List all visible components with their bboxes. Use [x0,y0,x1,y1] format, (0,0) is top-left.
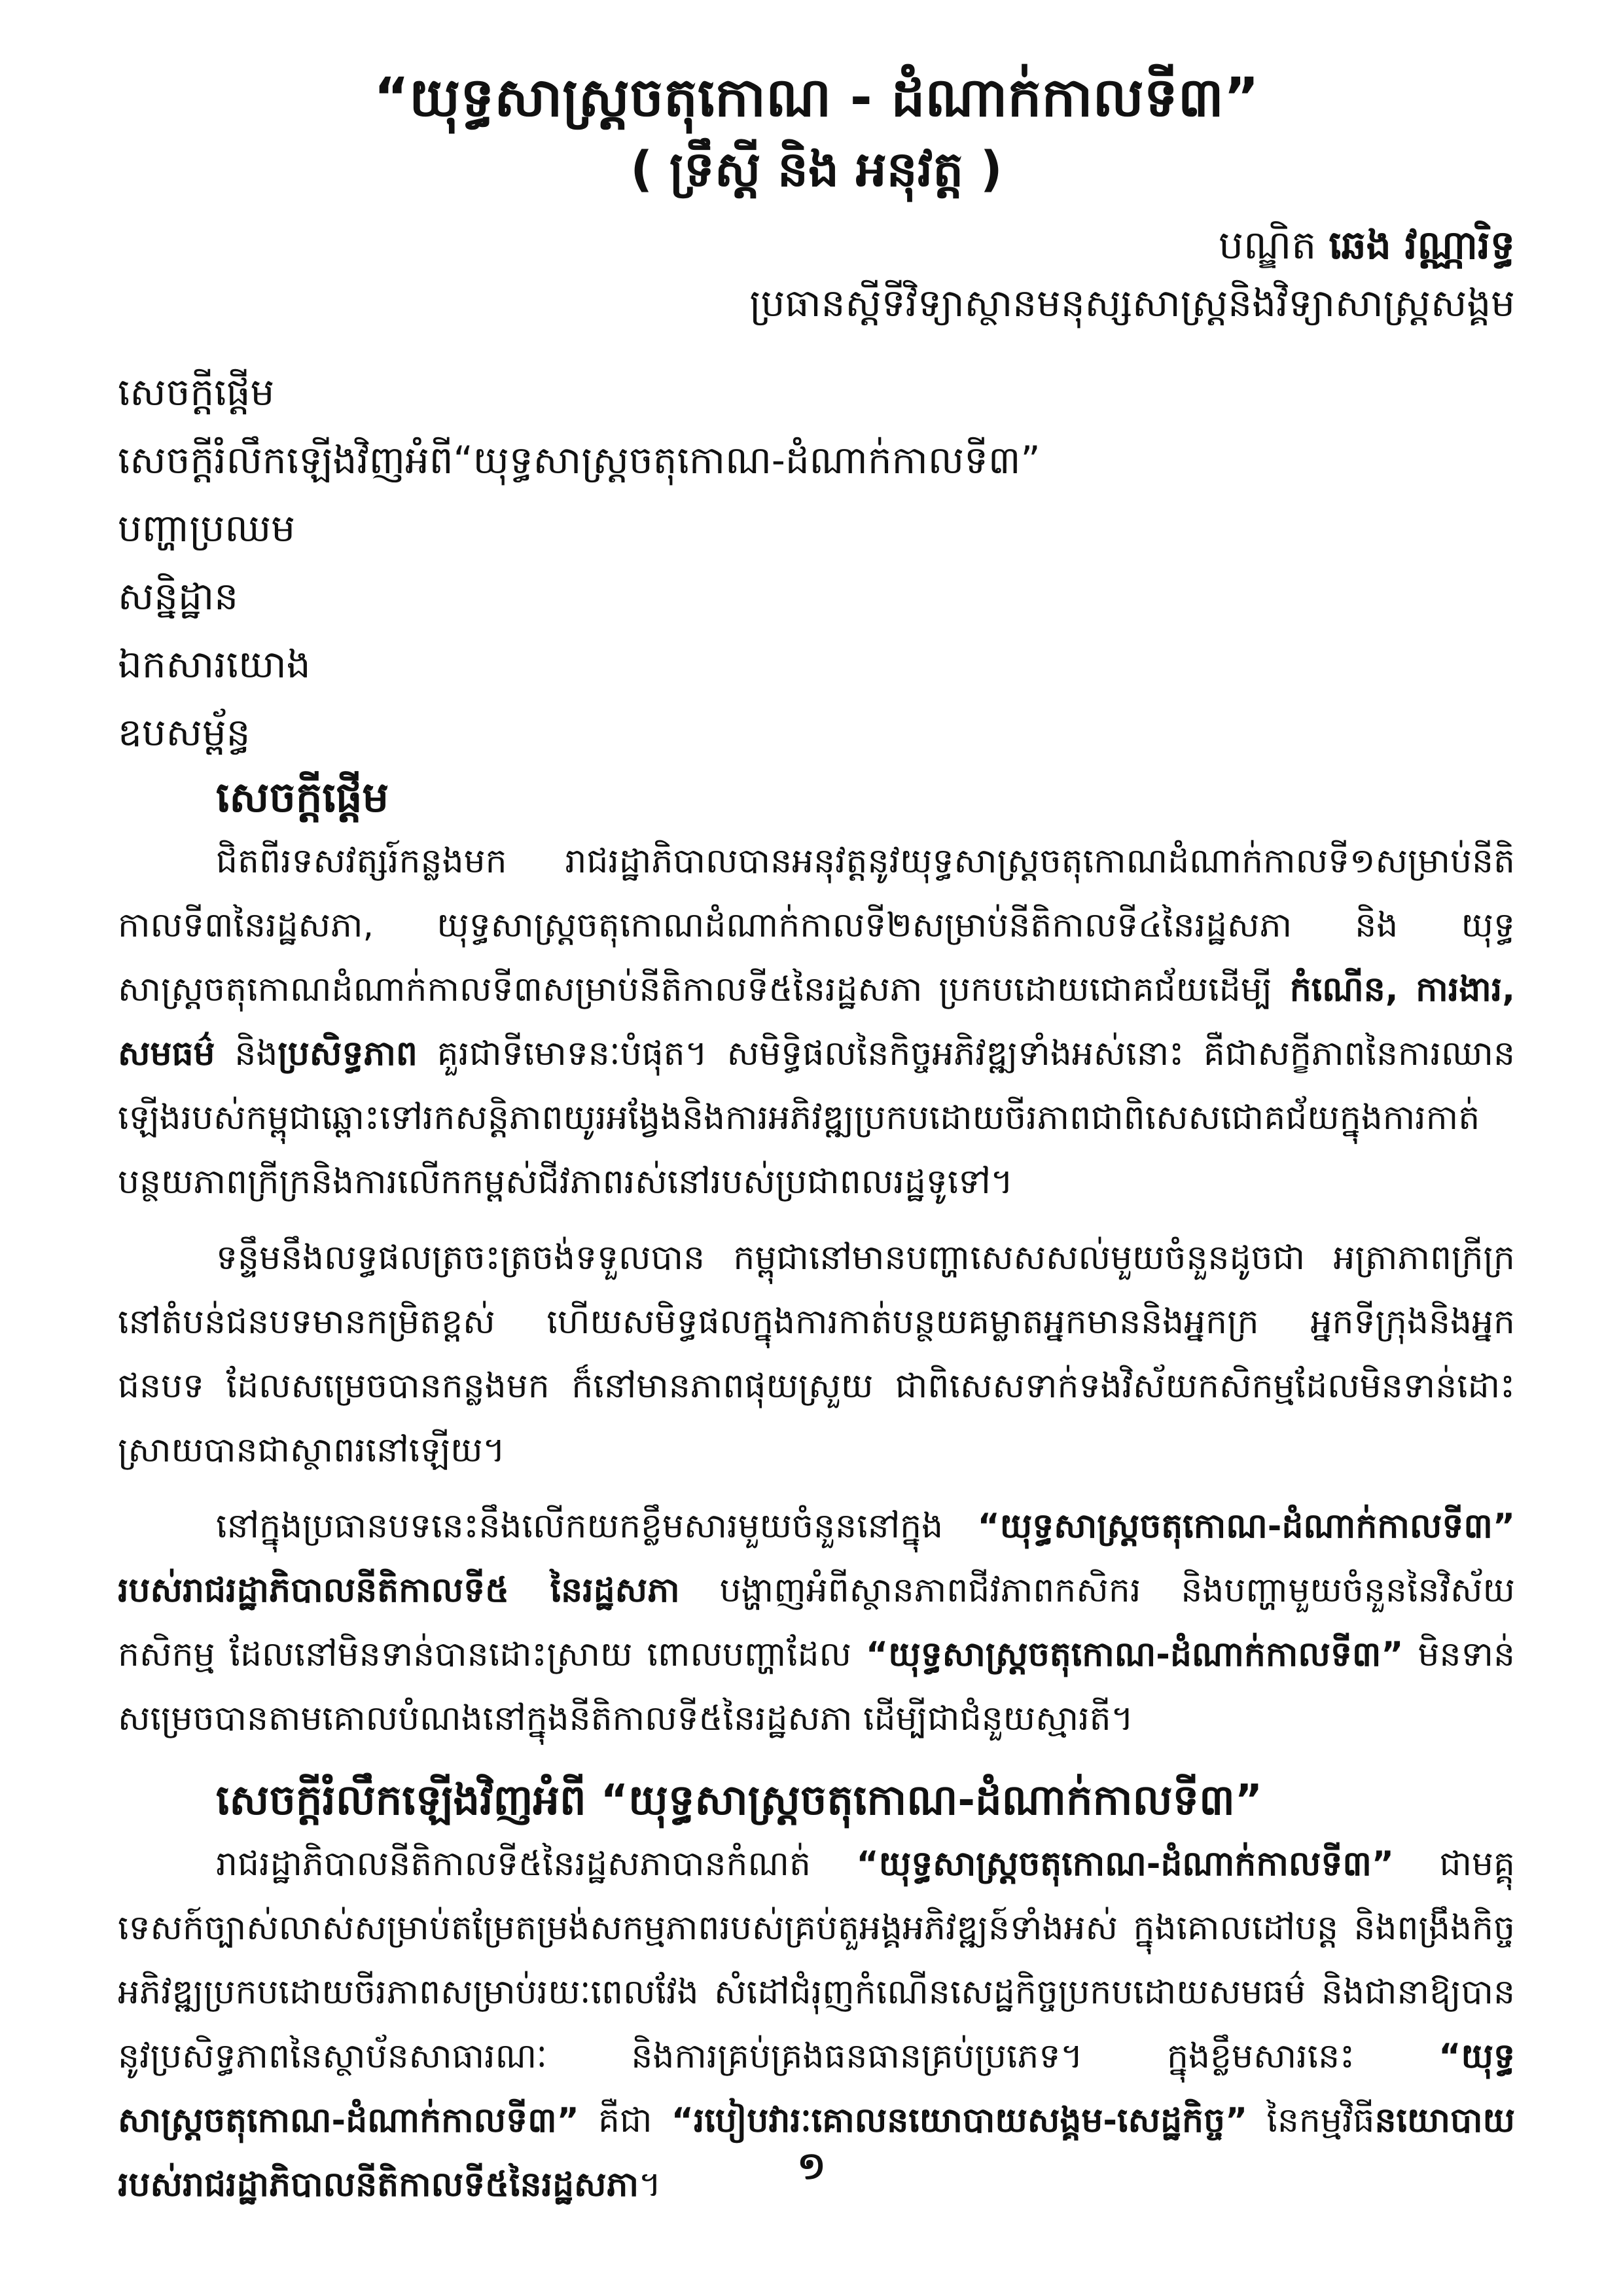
toc-item: សេចក្តីរំលឹកឡើងវិញអំពី“យុទ្ធសាស្ត្រចតុកោណ-ដំណាក់កាលទី៣” [118,437,1041,482]
text-run: និង [215,1033,278,1073]
section-heading-review: សេចក្តីរំលឹកឡើងវិញអំពី “យុទ្ធសាស្ត្រចតុកោណ-ដំណាក់កាលទី៣” [216,1776,1262,1825]
text-run: ។ [639,2164,662,2204]
emphasis-run: “យុទ្ធសាស្ត្រចតុកោណ-ដំណាក់កាលទី៣” [118,2036,1515,2140]
toc-item: បញ្ហាប្រឈម [118,505,296,550]
text-run: មិនទាន់សម្រេចបានតាមគោលបំណងនៅក្នុងនីតិកាលទី៥នៃរដ្ឋសភា ដើម្បីជាជំនួយស្មារតី។ [118,1634,1515,1738]
page-number: ១ [797,2144,826,2188]
emphasis-run: “យុទ្ធសាស្ត្រចតុកោណ-ដំណាក់កាលទី៣” [856,1844,1394,1884]
table-of-contents [118,358,1515,766]
text-run: ជាមគ្គុទេសក៍ច្បាស់លាស់សម្រាប់តម្រែតម្រង់សកម្មភាពរបស់គ្រប់តួអង្គអភិវឌ្ឍន៍ទាំងអស់ ក្នុងគោលដៅបន្ត និងពង្រឹងកិច្ចអភិវឌ្ឍប្រកបដោយចីរភាពសម្រាប់រយៈពេលវែង សំដៅជំរុញកំណើនសេដ្ឋកិច្ចប្រកបដោយសមធម៌ និងជានាឱ្យបាននូវប្រសិទ្ធភាពនៃស្ថាប័នសាធារណៈ និងការគ្រប់គ្រងធនធានគ្រប់ប្រភេទ។ ក្នុងខ្លឹមសារនេះ [118,1844,1516,2076]
text-run: នៅក្នុងប្រធានបទនេះនឹងលើកយកខ្លឹមសារមួយចំនួននៅក្នុង [216,1506,978,1546]
intro-paragraph-1 [118,829,1515,1214]
document-title: “យុទ្ធសាស្ត្រចតុកោណ - ដំណាក់កាលទី៣” [374,67,1259,129]
emphasis-run: នយោបាយរបស់រាជរដ្ឋាភិបាលនីតិកាលទី៥នៃរដ្ឋសភា [118,2100,1516,2204]
emphasis-run: “យុទ្ធសាស្ត្រចតុកោណ-ដំណាក់កាលទី៣” របស់រាជរដ្ឋាភិបាលនីតិកាលទី៥ នៃរដ្ឋសភា [118,1506,1515,1610]
author-prefix: បណ្ឌិត [1218,222,1329,268]
emphasis-run: “របៀបវារៈគោលនយោបាយសង្គម-សេដ្ឋកិច្ច” [671,2100,1248,2140]
author-name: ឆេង វណ្ណារិទ្ធ [1329,222,1515,268]
author-affiliation: ប្រធានស្តីទីវិទ្យាស្ថានមនុស្សសាស្ត្រនិងវិទ្យាសាស្ត្រសង្គម [749,280,1515,325]
text-run: គួរជាទីមោទនៈបំផុត។ សមិទ្ធិផលនៃកិច្ចអភិវឌ្ឍទាំងអស់នោះ គឺជាសក្ខីភាពនៃការឈានឡើងរបស់កម្ពុជាឆ្ពោះទៅរកសន្តិភាពយូរអង្វែងនិងការអភិវឌ្ឍប្រកបដោយចីរភាពជាពិសេសជោគជ័យក្នុងការកាត់បន្ថយភាពក្រីក្រនិងការលើកកម្ពស់ជីវភាពរស់នៅរបស់ប្រជាពលរដ្ឋទូទៅ។ [118,1033,1516,1202]
text-run: នៃកម្មវិធី [1247,2100,1375,2140]
toc-item: សន្និដ្ឋាន [118,573,239,619]
emphasis-run: ប្រសិទ្ធភាព [277,1033,418,1073]
emphasis-run: កំណើន, ការងារ, សមធម៌ [118,969,1515,1073]
intro-paragraph-3 [118,1494,1515,1751]
toc-item: ឯកសារយោង [118,641,311,687]
section-heading-introduction: សេចក្តីផ្តើម [216,773,389,822]
toc-item: សេចក្តីផ្តើម [118,369,275,414]
author-line [118,216,1515,275]
toc-item: ឧបសម្ព័ន្ធ [118,709,251,755]
text-run: ជិតពីរទសវត្សរ៍កន្លងមក រាជរដ្ឋាភិបាលបានអនុវត្តនូវយុទ្ធសាស្ត្រចតុកោណដំណាក់កាលទី១សម្រាប់នីតិកាលទី៣នៃរដ្ឋសភា, យុទ្ធសាស្ត្រចតុកោណដំណាក់កាលទី២សម្រាប់នីតិកាលទី៤នៃរដ្ឋសភា និង យុទ្ធសាស្ត្រចតុកោណដំណាក់កាលទី៣សម្រាប់នីតិកាលទី៥នៃរដ្ឋសភា ប្រកបដោយជោគជ័យដើម្បី [118,841,1515,1009]
text-run: បង្ហាញអំពីស្ថានភាពជីវភាពកសិករ និងបញ្ហាមួយចំនួននៃវិស័យកសិកម្ម ដែលនៅមិនទាន់បានដោះស្រាយ ពោលបញ្ហាដែល [118,1570,1515,1674]
document-subtitle: ( ទ្រឹស្តី និង អនុវត្ត ) [630,141,1003,198]
text-run: រាជរដ្ឋាភិបាលនីតិកាលទី៥នៃរដ្ឋសភាបានកំណត់ [216,1844,857,1884]
intro-paragraph-2: ទន្ទឹមនឹងលទ្ធផលត្រចះត្រចង់ទទួលបាន កម្ពុជានៅមានបញ្ហាសេសសល់មួយចំនួនដូចជា អត្រាភាពក្រីក្រនៅតំបន់ជនបទមានកម្រិតខ្ពស់ ហើយសមិទ្ធផលក្នុងការកាត់បន្ថយគម្លាតអ្នកមាននិងអ្នកក្រ អ្នកទីក្រុងនិងអ្នកជនបទ ដែលសម្រេចបានកន្លងមក ក៏នៅមានភាពផុយស្រួយ ជាពិសេសទាក់ទងវិស័យកសិកម្មដែលមិនទាន់ដោះស្រាយបានជាស្ថាពរនៅឡើយ។ [118,1238,1515,1470]
emphasis-run: “យុទ្ធសាស្ត្រចតុកោណ-ដំណាក់កាលទី៣” [866,1634,1404,1674]
text-run: គឺជា [579,2100,671,2140]
